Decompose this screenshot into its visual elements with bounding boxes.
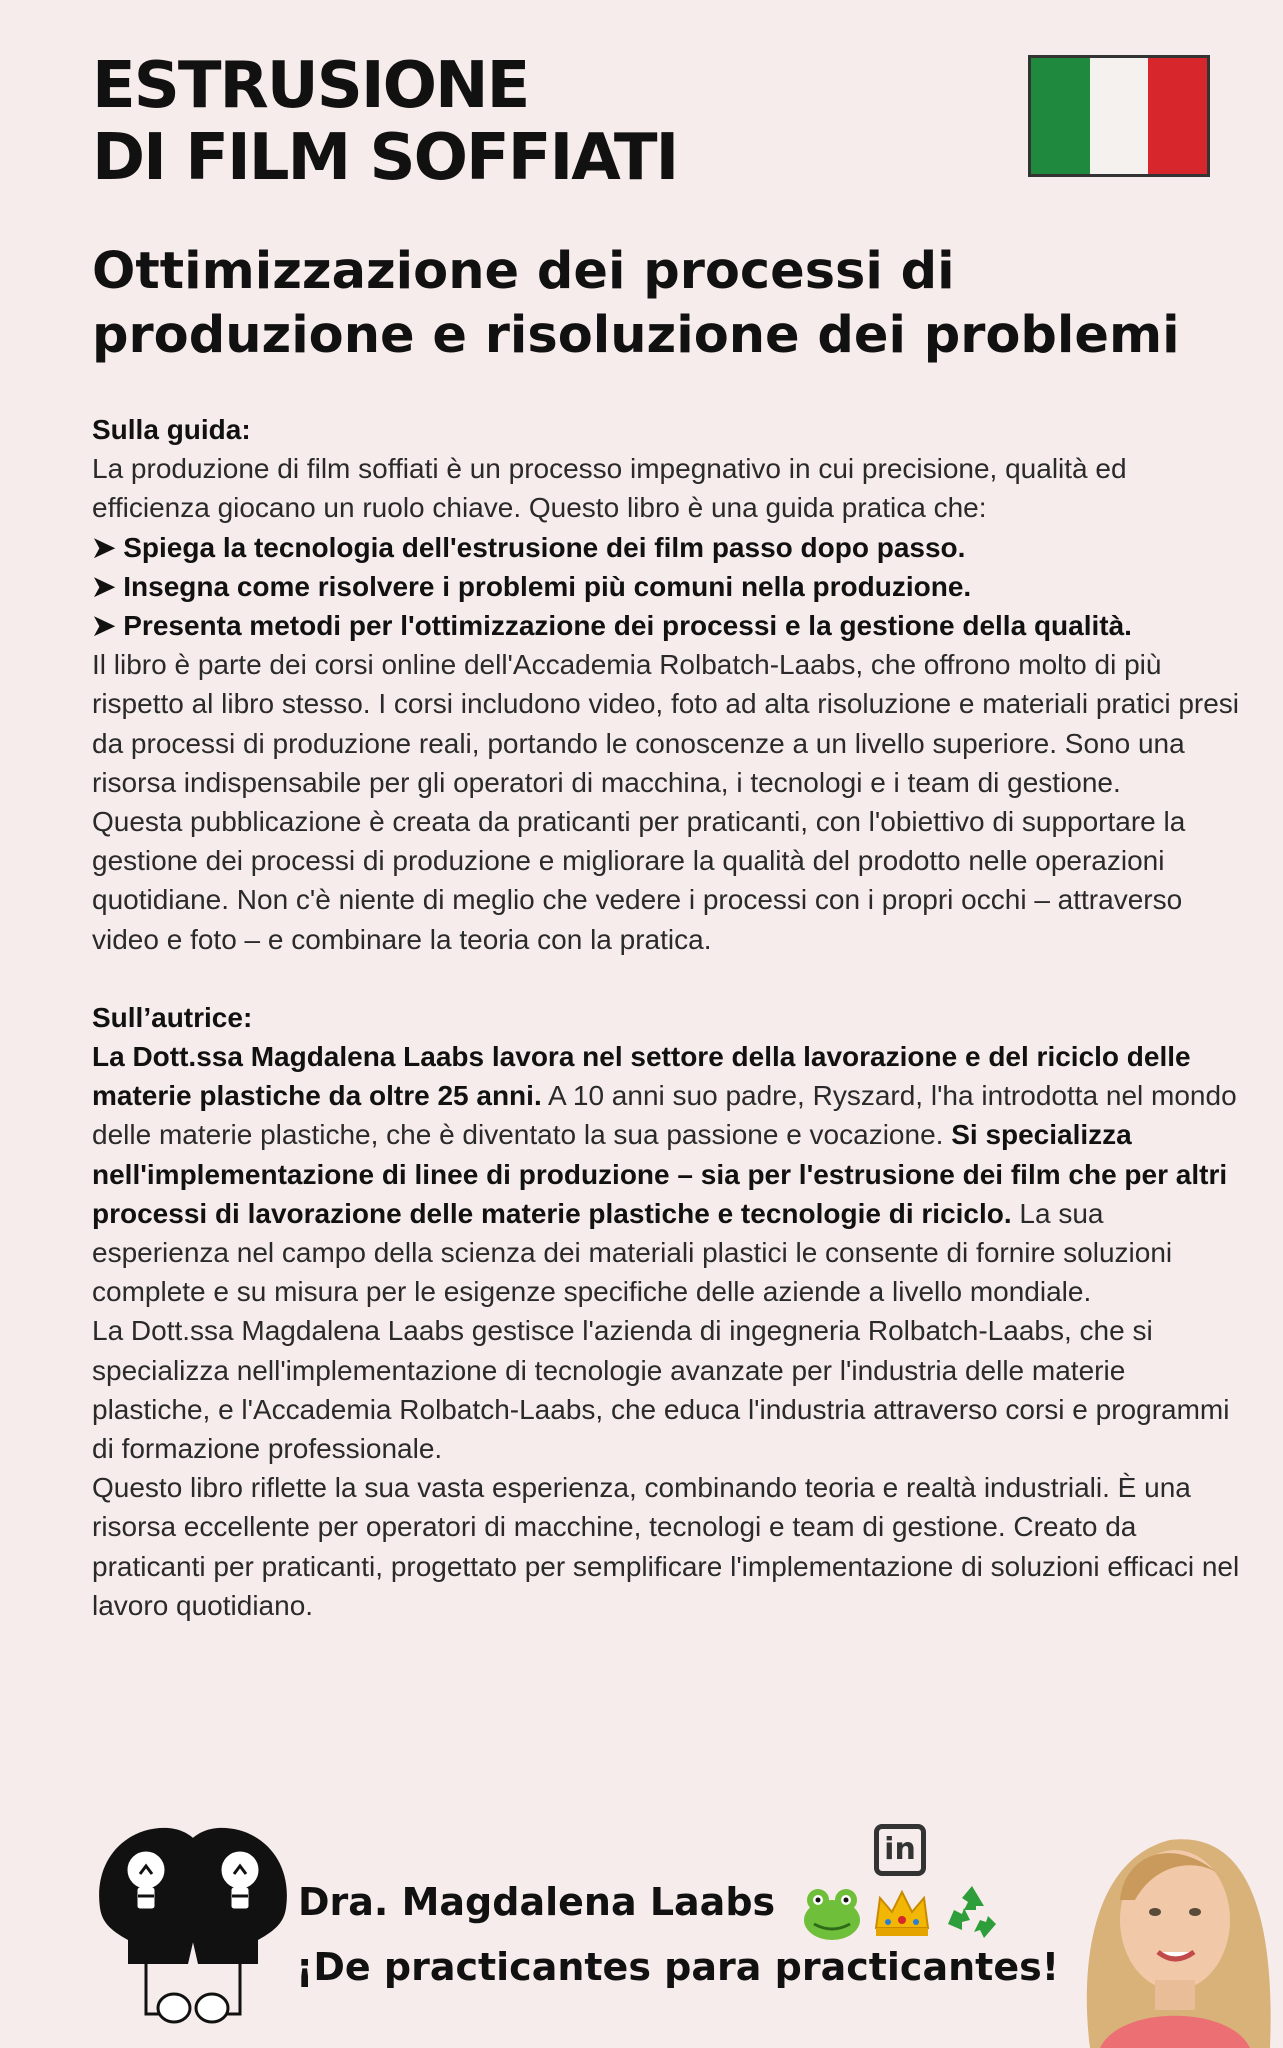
frog-icon <box>800 1880 864 1944</box>
guide-intro: La produzione di film soffiati è un processo impegnativo in cui precisione, qualità ed efficienza giocano un ruolo chiave. Questo libro è una guida pratica che: <box>92 453 1127 524</box>
guide-bullet: ➤ Insegna come risolvere i problemi più comuni nella produzione. <box>92 570 972 602</box>
recycle-icon <box>940 1880 1004 1944</box>
lightbulb-heads-icon <box>88 1818 298 2034</box>
author-text-father: A 10 anni suo padre, Ryszard, l'ha introdotta nel mondo delle materie plastiche, che è diventato la sua passione e vocazione. <box>92 1080 1237 1151</box>
guide-heading: Sulla guida: <box>92 414 251 445</box>
guide-paragraph-courses: Il libro è parte dei corsi online dell'Accademia Rolbatch-Laabs, che offrono molto di più rispetto al libro stesso. I corsi includono video, foto ad alta risoluzione e materiali pratici presi da processi di produzione reali, portando le conoscenze a un livello superiore. Sono una risorsa indispensabile per gli operatori di macchina, i tecnologi e i team di gestione. <box>92 649 1240 798</box>
author-name: Dra. Magdalena Laabs <box>298 1880 776 1924</box>
guide-paragraph-purpose: Questa pubblicazione è creata da praticanti per praticanti, con l'obiettivo di supportare la gestione dei processi di produzione e migliorare la qualità del prodotto nelle operazioni quotidiane. Non c'è niente di meglio che vedere i processi con i propri occhi – attraverso video e foto – e combinare la teoria con la pratica. <box>92 806 1186 955</box>
author-paragraph-3: Questo libro riflette la sua vasta esperienza, combinando teoria e realtà industriali. È una risorsa eccellente per operatori di macchine, tecnologi e team di gestione. Creato da praticanti per praticanti, progettato per semplificare l'implementazione di soluzioni efficaci nel lavoro quotidiano. <box>92 1472 1240 1621</box>
italy-flag-icon <box>1028 55 1210 177</box>
guide-bullet: ➤ Spiega la tecnologia dell'estrusione dei film passo dopo passo. <box>92 531 966 563</box>
title-line-2: DI FILM SOFFIATI <box>92 121 678 195</box>
book-subtitle <box>92 240 1212 368</box>
subtitle-line-2: produzione e risoluzione dei problemi <box>92 306 1180 365</box>
guide-bullet: ➤ Presenta metodi per l'ottimizzazione dei processi e la gestione della qualità. <box>92 610 1132 642</box>
footer <box>0 1800 1283 2048</box>
book-title <box>92 50 677 194</box>
slogan: ¡De practicantes para practicantes! <box>296 1945 1060 1989</box>
author-bold-experience: La Dott.ssa Magdalena Laabs lavora nel settore della lavorazione e del riciclo delle materie plastiche da oltre 25 anni. <box>92 1041 1191 1112</box>
description-body <box>92 410 1242 1625</box>
author-text-expertise: La sua esperienza nel campo della scienza dei materiali plastici le consente di fornire soluzioni complete e su misura per le esigenze specifiche delle aziende a livello mondiale. <box>92 1197 1173 1308</box>
author-paragraph-2: La Dott.ssa Magdalena Laabs gestisce l'azienda di ingegneria Rolbatch-Laabs, che si specializza nell'implementazione di tecnologie avanzate per l'industria delle materie plastiche, e l'Accademia Rolbatch-Laabs, che educa l'industria attraverso corsi e programmi di formazione professionale. <box>92 1315 1230 1465</box>
author-portrait <box>1060 1800 1283 2048</box>
author-paragraph-1 <box>92 1037 1242 1311</box>
crown-icon <box>870 1880 934 1944</box>
subtitle-line-1: Ottimizzazione dei processi di <box>92 242 955 301</box>
title-line-1: ESTRUSIONE <box>92 49 529 123</box>
author-heading: Sull’autrice: <box>92 1001 253 1033</box>
linkedin-icon[interactable]: in <box>874 1824 926 1876</box>
author-bold-specialization: Si specializza nell'implementazione di linee di produzione – sia per l'estrusione dei film che per altri processi di lavorazione delle materie plastiche e tecnologie di riciclo. <box>92 1119 1228 1229</box>
